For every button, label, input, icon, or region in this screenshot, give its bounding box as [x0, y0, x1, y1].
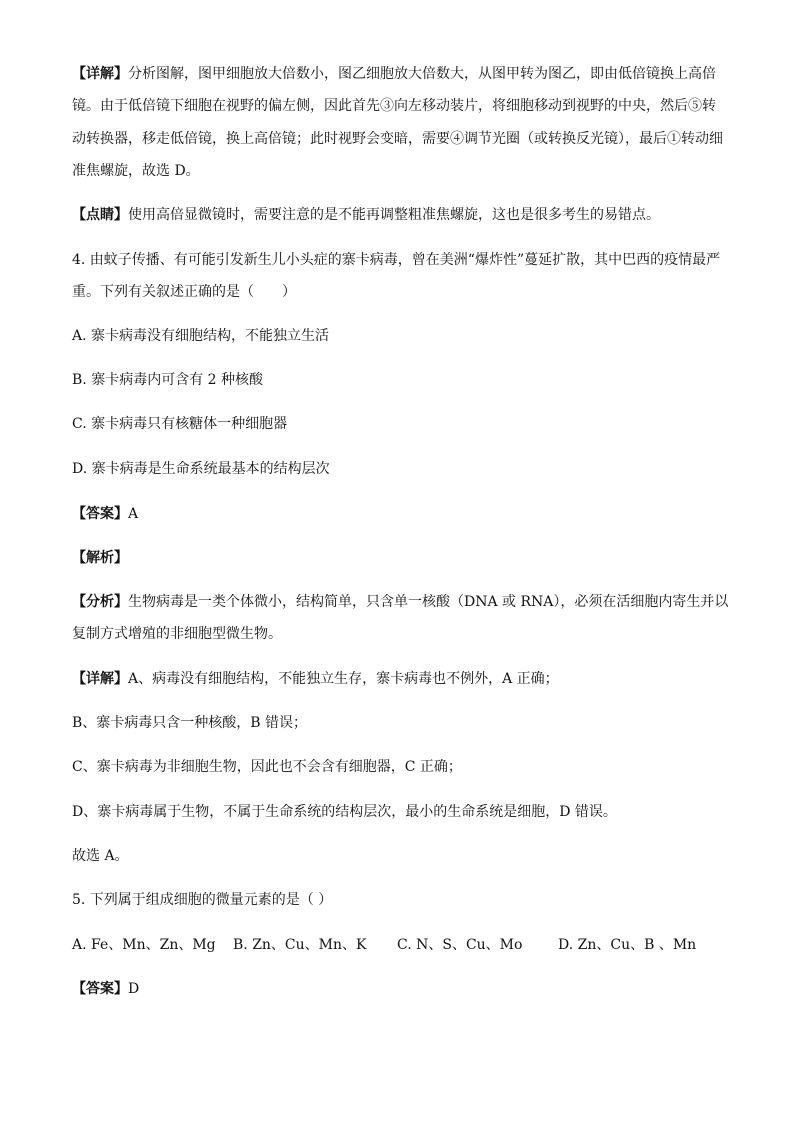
- question-4-detail-c: C、寨卡病毒为非细胞生物，因此也不会含有细胞器，C 正确；: [72, 759, 462, 775]
- question-5-option-b: B. Zn、Cu、Mn、K: [233, 937, 367, 953]
- question-4-option-b: B. 寨卡病毒内可含有 2 种核酸: [72, 372, 263, 388]
- question-4-detail-a: 【详解】A、病毒没有细胞结构，不能独立生存，寨卡病毒也不例外，A 正确；: [72, 671, 559, 687]
- answer-tag-q5: 【答案】: [72, 981, 128, 997]
- question-4-stem-line-1: 4. 由蚊子传播、有可能引发新生儿小头症的寨卡病毒，曾在美洲“爆炸性”蔓延扩散，其中巴西的疫情最严: [72, 252, 721, 268]
- tip-tag: 【点睛】: [72, 207, 128, 223]
- question-5-stem: 5. 下列属于组成细胞的微量元素的是（ ）: [72, 892, 333, 908]
- question-5-option-c: C. N、S、Cu、Mo: [397, 937, 523, 953]
- detail-paragraph-line-3: 动转换器，移走低倍镜，换上高倍镜；此时视野会变暗，需要④调节光圈（或转换反光镜），最后①转动细: [72, 131, 723, 147]
- tip-paragraph: 【点睛】使用高倍显微镜时，需要注意的是不能再调整粗准焦螺旋，这也是很多考生的易错点。: [72, 207, 660, 223]
- detail-paragraph-line-2: 镜。由于低倍镜下细胞在视野的偏左侧，因此首先③向左移动装片，将细胞移动到视野的中央，然后⑤转: [72, 98, 716, 114]
- question-4-answer: 【答案】A: [72, 506, 139, 522]
- question-4-fenxi-line-1: 【分析】生物病毒是一类个体微小，结构简单，只含单一核酸（DNA 或 RNA），必须在活细胞内寄生并以: [72, 594, 729, 610]
- question-4-conclusion: 故选 A。: [72, 848, 129, 864]
- fenxi-tag: 【分析】: [72, 594, 128, 610]
- question-5-option-d: D. Zn、Cu、B 、Mn: [558, 937, 697, 953]
- question-4-option-c: C. 寨卡病毒只有核糖体一种细胞器: [72, 416, 288, 432]
- question-4-detail-b: B、寨卡病毒只含一种核酸，B 错误；: [72, 715, 308, 731]
- question-4-analysis-heading: 【解析】: [72, 550, 128, 566]
- detail-paragraph-line-4: 准焦螺旋，故选 D。: [72, 163, 200, 179]
- question-5-option-a: A. Fe、Mn、Zn、Mg: [72, 937, 216, 953]
- detail-paragraph-line-1: 【详解】分析图解，图甲细胞放大倍数小，图乙细胞放大倍数大，从图甲转为图乙，即由低倍镜换上高倍: [72, 66, 716, 82]
- question-4-option-a: A. 寨卡病毒没有细胞结构，不能独立生活: [72, 328, 330, 344]
- question-5-answer: 【答案】D: [72, 981, 140, 997]
- question-4-fenxi-line-2: 复制方式增殖的非细胞型微生物。: [72, 626, 282, 642]
- detail-tag: 【详解】: [72, 66, 128, 82]
- question-4-detail-d: D、寨卡病毒属于生物，不属于生命系统的结构层次，最小的生命系统是细胞，D 错误。: [72, 804, 617, 820]
- answer-tag: 【答案】: [72, 506, 128, 522]
- detail-tag-q4: 【详解】: [72, 671, 128, 687]
- question-4-stem-line-2: 重。下列有关叙述正确的是（ ）: [72, 284, 296, 300]
- question-4-option-d: D. 寨卡病毒是生命系统最基本的结构层次: [72, 461, 330, 477]
